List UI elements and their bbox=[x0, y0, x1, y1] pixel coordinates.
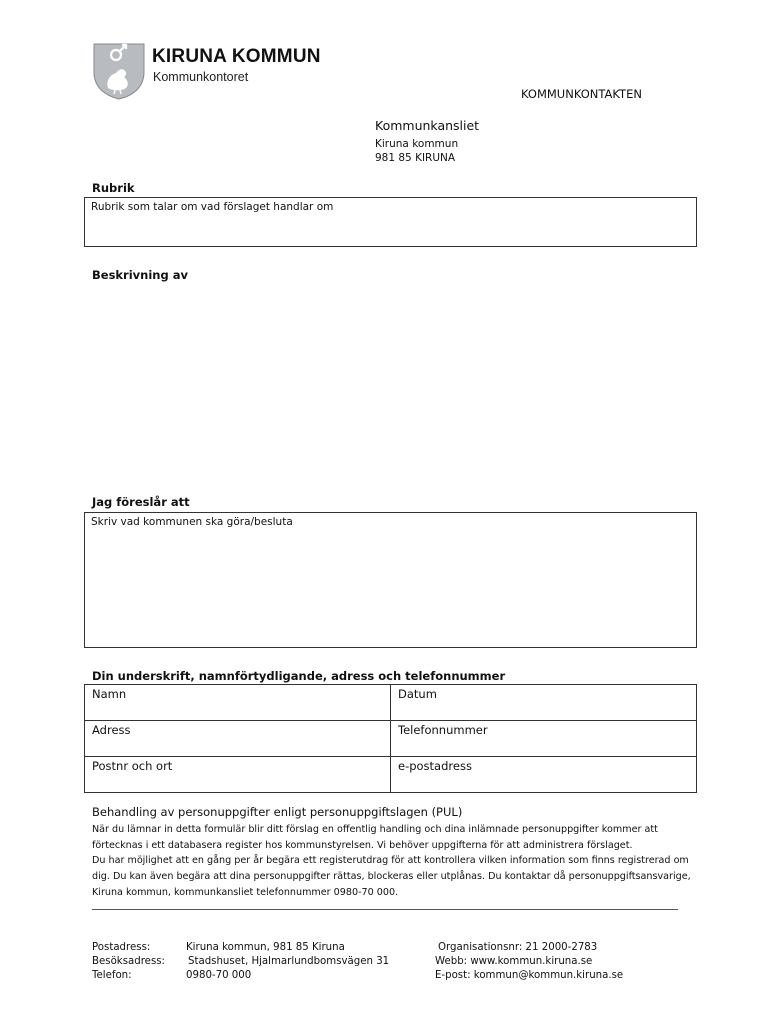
name-field-label: Namn bbox=[92, 687, 127, 701]
name-field[interactable] bbox=[85, 685, 391, 721]
footer-label-besoksadress: Besöksadress: bbox=[92, 956, 165, 967]
recipient-address-line: Kiruna kommun bbox=[375, 138, 459, 150]
date-field-label: Datum bbox=[398, 687, 437, 701]
footer-value-telefon: 0980-70 000 bbox=[186, 970, 252, 981]
pul-line: förtecknas i ett databasera register hos kommunstyrelsen. Vi behöver uppgifterna för att administrera förslaget. bbox=[92, 839, 633, 851]
footer-email: E-post: kommun@kommun.kiruna.se bbox=[435, 970, 624, 981]
address-field[interactable] bbox=[85, 721, 391, 757]
footer-orgnr: Organisationsnr: 21 2000-2783 bbox=[438, 942, 598, 953]
email-field-label: e-postadress bbox=[398, 759, 472, 773]
recipient-title: KOMMUNKONTAKTEN bbox=[521, 87, 642, 101]
phone-field-label: Telefonnummer bbox=[398, 723, 488, 737]
footer-label-postadress: Postadress: bbox=[92, 942, 151, 953]
forslag-label: Jag föreslår att bbox=[92, 495, 190, 509]
forslag-field[interactable] bbox=[84, 512, 697, 648]
rubrik-hint: Rubrik som talar om vad förslaget handlar om bbox=[91, 201, 334, 213]
beskrivning-label: Beskrivning av bbox=[92, 268, 188, 282]
org-name: KIRUNA KOMMUN bbox=[152, 46, 321, 67]
date-field[interactable] bbox=[391, 685, 697, 721]
rubrik-field[interactable] bbox=[84, 197, 697, 247]
forslag-hint: Skriv vad kommunen ska göra/besluta bbox=[91, 516, 293, 528]
pul-line: dig. Du kan även begära att dina personuppgifter rättas, blockeras eller utplånas. Du kontaktar då personuppgiftsansvarige, bbox=[92, 871, 691, 883]
postal-field[interactable] bbox=[85, 757, 391, 793]
footer-labels bbox=[92, 941, 165, 983]
footer-values bbox=[186, 941, 389, 983]
pul-line: Kiruna kommun, kommunkansliet telefonnummer 0980-70 000. bbox=[92, 886, 399, 898]
address-field-label: Adress bbox=[92, 723, 131, 737]
recipient-address-line: 981 85 KIRUNA bbox=[375, 152, 456, 164]
rubrik-label: Rubrik bbox=[92, 181, 135, 195]
kiruna-coat-of-arms-icon bbox=[92, 42, 146, 100]
pul-title: Behandling av personuppgifter enligt personuppgiftslagen (PUL) bbox=[92, 805, 463, 819]
footer-contact bbox=[435, 941, 623, 983]
pul-line: Du har möjlighet att en gång per år begära ett registerutdrag för att kontrollera vilken information som finns registrerad om bbox=[92, 855, 689, 867]
phone-field[interactable] bbox=[391, 721, 697, 757]
pul-body bbox=[92, 822, 692, 901]
signature-table bbox=[84, 684, 697, 793]
signature-label: Din underskrift, namnförtydligande, adress och telefonnummer bbox=[92, 669, 506, 683]
footer-divider bbox=[92, 909, 678, 910]
footer-value-postadress: Kiruna kommun, 981 85 Kiruna bbox=[186, 942, 345, 953]
footer-value-besoksadress: Stadshuset, Hjalmarlundbomsvägen 31 bbox=[188, 956, 390, 967]
postal-field-label: Postnr och ort bbox=[92, 759, 173, 773]
footer-label-telefon: Telefon: bbox=[92, 970, 132, 981]
email-field[interactable] bbox=[391, 757, 697, 793]
recipient-department: Kommunkansliet bbox=[375, 118, 480, 133]
pul-line: När du lämnar in detta formulär blir ditt förslag en offentlig handling och dina inlämnade personuppgifter kommer att bbox=[92, 824, 658, 835]
org-subtitle: Kommunkontoret bbox=[153, 70, 249, 84]
footer-web: Webb: www.kommun.kiruna.se bbox=[435, 956, 593, 967]
